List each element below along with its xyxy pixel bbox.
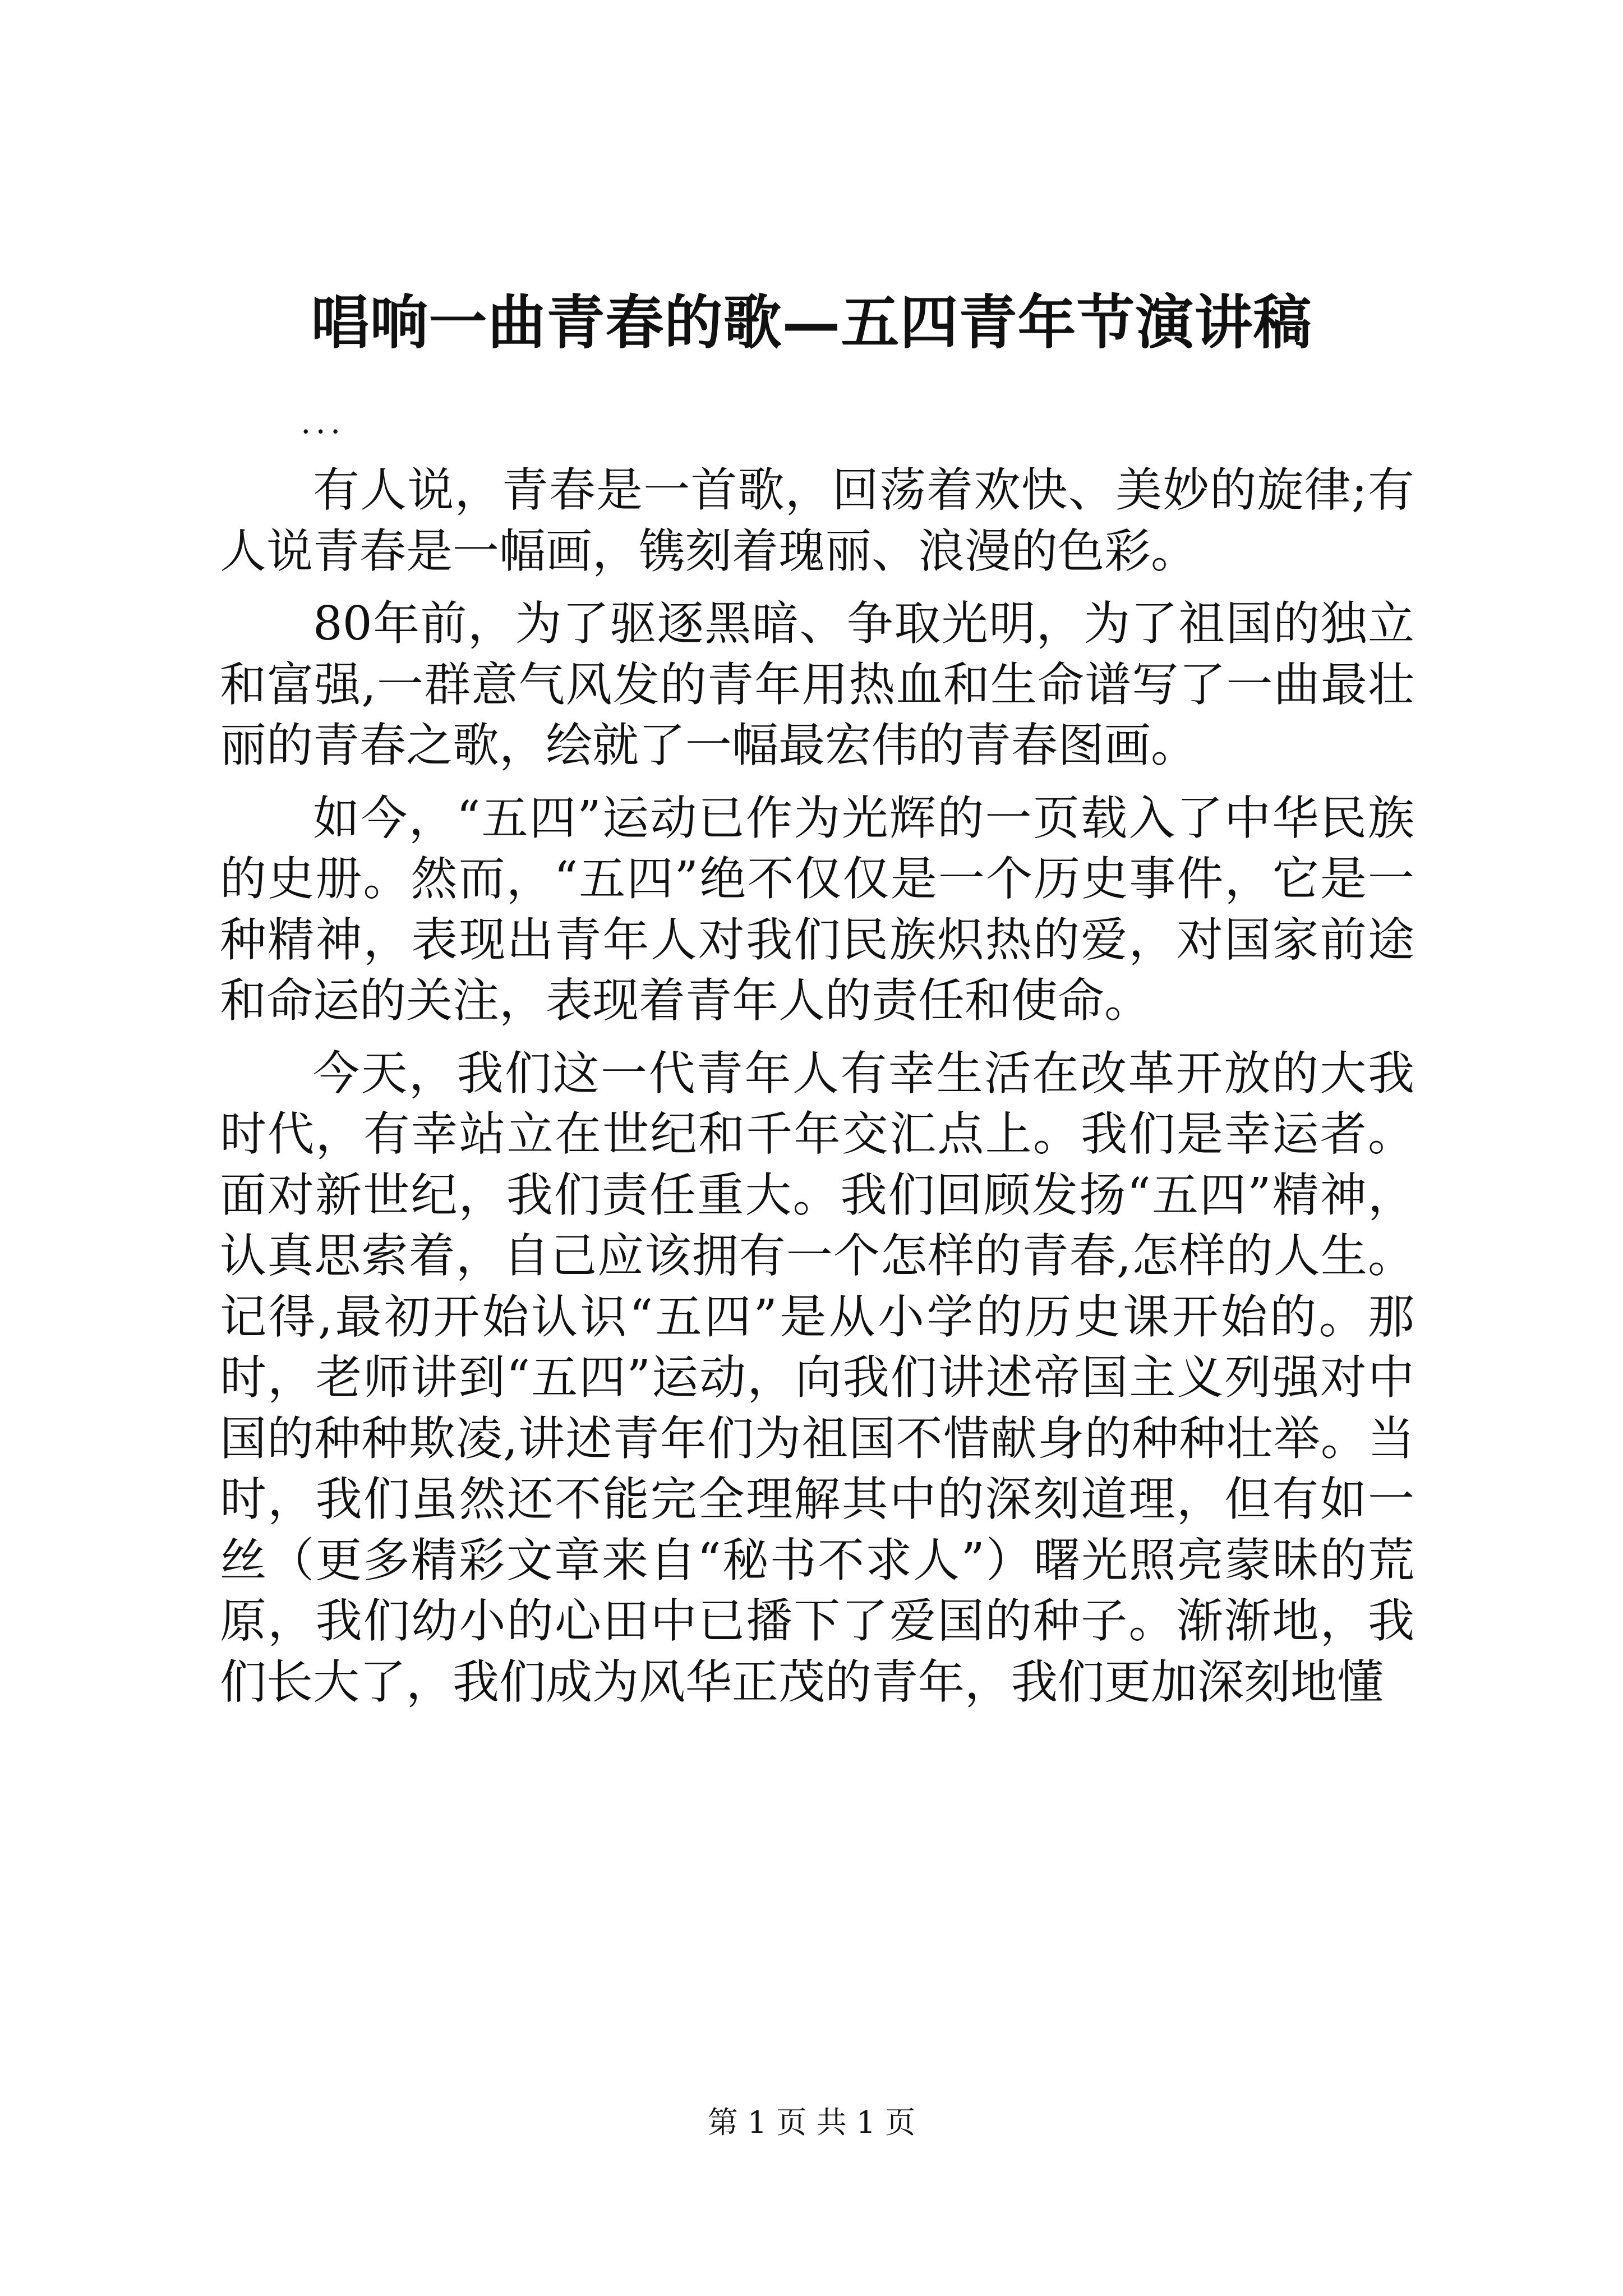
paragraph-3: 如今，“五四”运动已作为光辉的一页载入了中华民族的史册。然而，“五四”绝不仅仅是一个历史事件，它是一种精神，表现出青年人对我们民族炽热的爱，对国家前途和命运的关注，表现着青年人的责任和使命。 (220, 790, 1414, 1028)
page-footer: 第 1 页 共 1 页 (707, 2105, 916, 2140)
document-body (220, 460, 1414, 1724)
paragraph-4: 今天，我们这一代青年人有幸生活在改革开放的大我时代，有幸站立在世纪和千年交汇点上。我们是幸运者。面对新世纪，我们责任重大。我们回顾发扬“五四”精神，认真思索着，自己应该拥有一个怎样的青春,怎样的人生。记得,最初开始认识“五四”是从小学的历史课开始的。那时，老师讲到“五四”运动，向我们讲述帝国主义列强对中国的种种欺凌,讲述青年们为祖国不惜献身的种种壮举。当时，我们虽然还不能完全理解其中的深刻道理，但有如一丝（更多精彩文章来自“秘书不求人”）曙光照亮蒙昧的荒原，我们幼小的心田中已播下了爱国的种子。渐渐地，我们长大了，我们成为风华正茂的青年，我们更加深刻地懂 (220, 1046, 1414, 1709)
document-title: 唱响一曲青春的歌—五四青年节演讲稿 (311, 288, 1312, 357)
paragraph-1: 有人说，青春是一首歌，回荡着欢快、美妙的旋律;有人说青春是一幅画，镌刻着瑰丽、浪漫的色彩。 (220, 463, 1414, 578)
paragraph-2: 80年前，为了驱逐黑暗、争取光明，为了祖国的独立和富强,一群意气风发的青年用热血和生命谱写了一曲最壮丽的青春之歌，绘就了一幅最宏伟的青春图画。 (220, 596, 1414, 772)
ellipsis-marker: ... (301, 403, 345, 441)
